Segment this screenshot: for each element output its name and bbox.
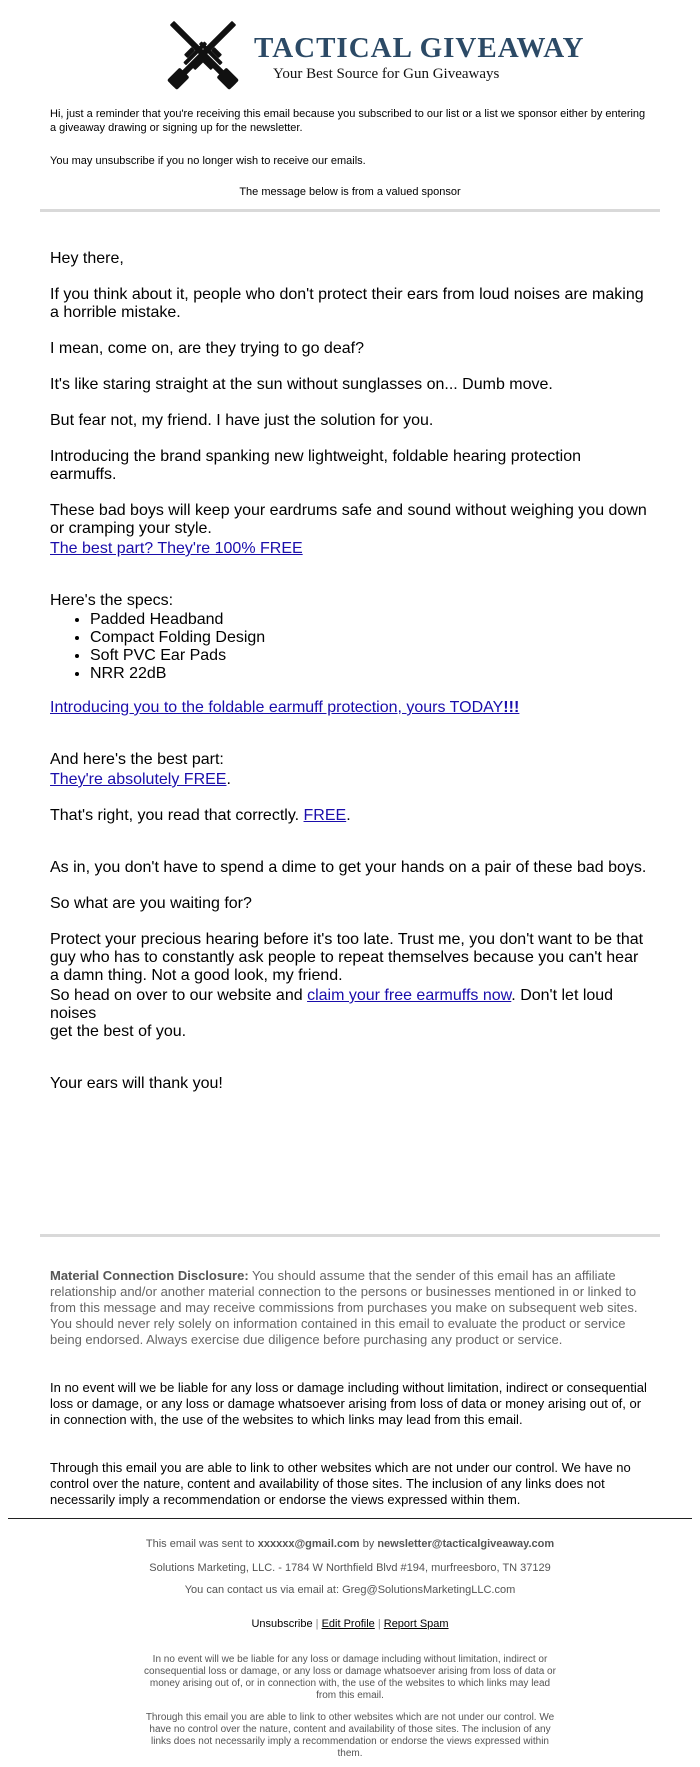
liability-disclaimer: In no event will we be liable for any loss or damage including without limitation, indirect or consequential loss or damage, or any loss or damage whatsoever arising from loss of data or money arising out of, or in connection with, the use of the websites to which links may lead from this email. <box>50 1380 647 1427</box>
body-paragraph: I mean, come on, are they trying to go deaf? <box>50 340 364 357</box>
divider <box>40 209 660 212</box>
free-offer-link[interactable]: The best part? They're 100% FREE <box>50 540 303 557</box>
sent-by-text: by <box>359 1538 378 1550</box>
body-paragraph: These bad boys will keep your eardrums safe and sound without weighing you down or cramping your style. <box>50 502 647 537</box>
body-paragraph: So what are you waiting for? <box>50 895 252 912</box>
list-item: • NRR 22dB <box>90 665 265 683</box>
list-item: • Soft PVC Ear Pads <box>90 647 265 665</box>
disclosure-text: You should assume that the sender of this email has an affiliate relationship and/or another material connection to the persons or businesses mentioned in or linked to from this message and may receive commissions from purchases you make on subsequent web sites. You should never rely solely on information contained in this email to evaluate the product or service being endorsed. Always exercise due diligence before purchasing any product or service. <box>50 1268 638 1347</box>
free-offer-line <box>50 540 650 558</box>
product-link[interactable] <box>50 699 519 716</box>
body-paragraph: If you think about it, people who don't protect their ears from loud noises are making a horrible mistake. <box>50 286 644 321</box>
absolutely-free-line <box>50 771 650 789</box>
external-links-disclaimer: Through this email you are able to link to other websites which are not under our control. We have no control over the nature, content and availability of those sites. The inclusion of any links does not necessarily imply a recommendation or endorse the views expressed within them. <box>50 1460 631 1507</box>
product-link-text: Introducing you to the foldable earmuff protection, yours TODAY <box>50 699 504 716</box>
footer-links <box>0 1618 700 1630</box>
divider <box>40 1234 660 1237</box>
contact-line: You can contact us via email at: Greg@SolutionsMarketingLLC.com <box>184 1584 516 1596</box>
edit-profile-link[interactable]: Edit Profile <box>321 1618 375 1630</box>
footer-links-disclaimer: Through this email you are able to link to other websites which are not under our control. We have no control over the nature, content and availability of those sites. The inclusion of any links does not necessarily imply a recommendation or endorse the views expressed within them. <box>145 1712 555 1759</box>
body-paragraph: And here's the best part: <box>50 751 224 768</box>
material-disclosure <box>50 1268 650 1348</box>
free-link[interactable]: FREE <box>303 807 347 824</box>
body-paragraph: But fear not, my friend. I have just the solution for you. <box>50 412 434 429</box>
claim-paragraph <box>50 987 650 1041</box>
claim-text-end: get the best of you. <box>50 1023 187 1040</box>
company-address: Solutions Marketing, LLC. - 1784 W Northfield Blvd #194, murfreesboro, TN 37129 <box>149 1562 551 1574</box>
greeting: Hey there, <box>50 250 124 267</box>
body-paragraph: Protect your precious hearing before it's too late. Trust me, you don't want to be that guy who has to constantly ask people to repeat themselves because you can't hear a damn thing. Not a good look, my friend. <box>50 931 644 984</box>
crossed-rifles-icon <box>158 11 248 97</box>
body-paragraph: Introducing the brand spanking new lightweight, foldable hearing protection earmuffs. <box>50 448 582 483</box>
disclosure-label: Material Connection Disclosure: <box>50 1268 249 1283</box>
absolutely-free-link[interactable]: They're absolutely FREE <box>50 771 227 788</box>
unsubscribe-notice: You may unsubscribe if you no longer wish to receive our emails. <box>50 155 366 167</box>
recipient-email: xxxxxx@gmail.com <box>257 1538 360 1550</box>
unsubscribe-link[interactable]: Unsubscribe <box>251 1618 313 1630</box>
product-link-bang: !!! <box>503 699 520 716</box>
report-spam-link[interactable]: Report Spam <box>383 1618 449 1630</box>
email-header <box>0 8 700 98</box>
link-separator: | <box>315 1618 319 1630</box>
footer-liability-disclaimer: In no event will we be liable for any loss or damage including without limitation, indirect or consequential loss or damage, or any loss or damage whatsoever arising from loss of data or money arising out of, or in connection with, the use of the websites to which links may lead from this email. <box>144 1654 556 1701</box>
footer-divider <box>8 1518 692 1519</box>
punctuation: . <box>226 771 231 788</box>
brand-name: TACTICAL GIVEAWAY <box>254 32 585 64</box>
specs-list <box>50 611 265 683</box>
claim-earmuffs-link[interactable]: claim your free earmuffs now <box>307 987 512 1004</box>
sender-email: newsletter@tacticalgiveaway.com <box>377 1538 555 1550</box>
claim-text-after: . Don't let loud noises <box>50 987 614 1022</box>
product-link-line <box>50 699 650 717</box>
subscription-notice: Hi, just a reminder that you're receiving this email because you subscribed to our list or a list we sponsor either by entering a giveaway drawing or signing up for the newsletter. <box>50 108 646 134</box>
body-paragraph: It's like staring straight at the sun without sunglasses on... Dumb move. <box>50 376 553 393</box>
read-correctly-text: That's right, you read that correctly. <box>50 807 304 824</box>
brand-tagline: Your Best Source for Gun Giveaways <box>273 66 500 82</box>
claim-text: So head on over to our website and <box>50 987 308 1004</box>
punctuation: . <box>346 807 351 824</box>
sent-to-line <box>0 1538 700 1550</box>
list-item: • Compact Folding Design <box>90 629 265 647</box>
signoff: Your ears will thank you! <box>50 1075 223 1092</box>
link-separator: | <box>377 1618 381 1630</box>
read-correctly-line <box>50 807 650 825</box>
body-paragraph: As in, you don't have to spend a dime to get your hands on a pair of these bad boys. <box>50 859 647 876</box>
specs-intro: Here's the specs: <box>50 592 174 609</box>
sent-to-prefix: This email was sent to <box>145 1538 258 1550</box>
sponsor-notice: The message below is from a valued sponsor <box>239 186 461 198</box>
list-item: • Padded Headband <box>90 611 265 629</box>
